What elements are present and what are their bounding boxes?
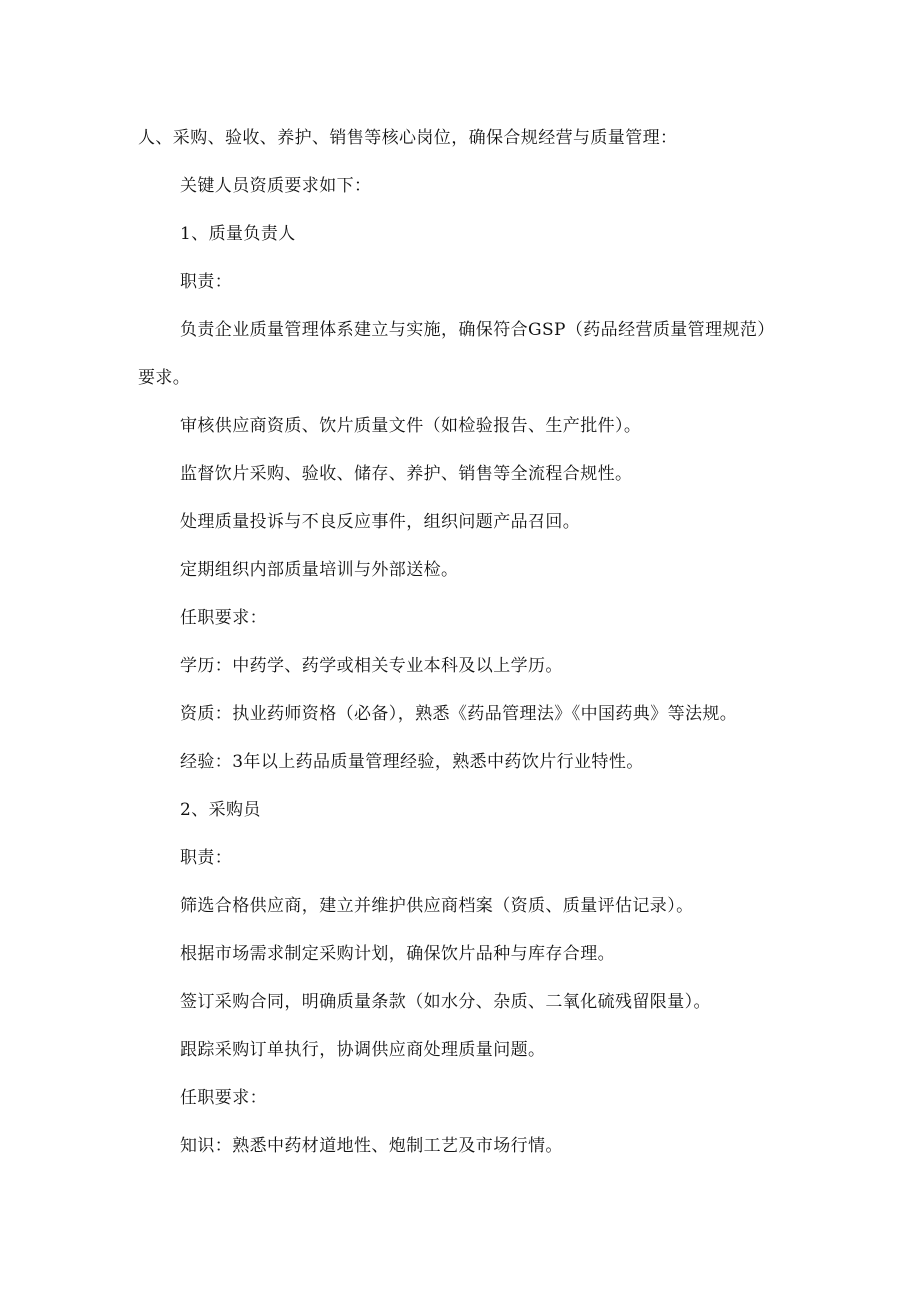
subheading-requirements: 任职要求：: [180, 1088, 267, 1108]
subheading-duties: 职责：: [180, 848, 233, 868]
duty-item: 跟踪采购订单执行，协调供应商处理质量问题。: [180, 1040, 546, 1060]
subheading-requirements: 任职要求：: [180, 608, 267, 628]
duty-item: 根据市场需求制定采购计划，确保饮片品种与库存合理。: [180, 944, 615, 964]
duty-item: 筛选合格供应商，建立并维护供应商档案（资质、质量评估记录）。: [180, 896, 694, 916]
duty-item: 处理质量投诉与不良反应事件，组织问题产品召回。: [180, 512, 581, 532]
requirement-item: 知识：熟悉中药材道地性、炮制工艺及市场行情。: [180, 1136, 563, 1156]
section-heading-2: 2、采购员: [180, 800, 261, 820]
subheading-duties: 职责：: [180, 272, 233, 292]
duty-item: 定期组织内部质量培训与外部送检。: [180, 560, 459, 580]
requirement-item: 资质：执业药师资格（必备），熟悉《药品管理法》《中国药典》等法规。: [180, 704, 738, 724]
paragraph-intro: 关键人员资质要求如下：: [180, 176, 372, 196]
requirement-item: 经验：3年以上药品质量管理经验，熟悉中药饮片行业特性。: [180, 752, 644, 772]
duty-item-continuation: 要求。: [138, 368, 191, 388]
paragraph-continuation: 人、采购、验收、养护、销售等核心岗位，确保合规经营与质量管理：: [138, 128, 678, 148]
section-heading-1: 1、质量负责人: [180, 224, 296, 244]
duty-item: 审核供应商资质、饮片质量文件（如检验报告、生产批件）。: [180, 416, 642, 436]
duty-item: 负责企业质量管理体系建立与实施，确保符合GSP（药品经营质量管理规范）: [180, 320, 775, 340]
duty-item: 签订采购合同，明确质量条款（如水分、杂质、二氧化硫残留限量）。: [180, 992, 711, 1012]
requirement-item: 学历：中药学、药学或相关专业本科及以上学历。: [180, 656, 563, 676]
duty-item: 监督饮片采购、验收、储存、养护、销售等全流程合规性。: [180, 464, 633, 484]
